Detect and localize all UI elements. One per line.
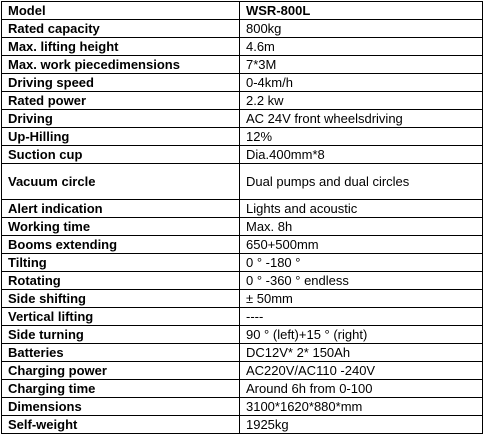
table-row: [2, 200, 483, 218]
table-row: [2, 74, 483, 92]
spec-label: Batteries: [2, 344, 240, 362]
spec-label: Rated capacity: [2, 20, 240, 38]
spec-label: Up-Hilling: [2, 128, 240, 146]
spec-value: 4.6m: [239, 38, 482, 56]
spec-label: Side turning: [2, 326, 240, 344]
spec-value: Max. 8h: [239, 218, 482, 236]
table-row: [2, 236, 483, 254]
spec-label: Working time: [2, 218, 240, 236]
spec-label: Max. lifting height: [2, 38, 240, 56]
table-row: [2, 398, 483, 416]
spec-value: 1925kg: [239, 416, 482, 434]
spec-value: Around 6h from 0-100: [239, 380, 482, 398]
spec-label: Charging power: [2, 362, 240, 380]
spec-value: 0 ° -360 ° endless: [239, 272, 482, 290]
spec-label: Vacuum circle: [2, 164, 240, 200]
spec-value: ----: [239, 308, 482, 326]
spec-value: Lights and acoustic: [239, 200, 482, 218]
spec-value: 650+500mm: [239, 236, 482, 254]
spec-label: Booms extending: [2, 236, 240, 254]
table-row: [2, 362, 483, 380]
spec-value: 3100*1620*880*mm: [239, 398, 482, 416]
table-row: [2, 128, 483, 146]
spec-value: AC 24V front wheelsdriving: [239, 110, 482, 128]
header-key-cell: Model: [2, 2, 240, 20]
table-row: [2, 92, 483, 110]
spec-label: Driving: [2, 110, 240, 128]
spec-value: Dual pumps and dual circles: [239, 164, 482, 200]
spec-label: Rotating: [2, 272, 240, 290]
spec-label: Max. work piecedimensions: [2, 56, 240, 74]
table-row: [2, 38, 483, 56]
table-row: [2, 56, 483, 74]
spec-value: Dia.400mm*8: [239, 146, 482, 164]
spec-value: DC12V* 2* 150Ah: [239, 344, 482, 362]
spec-label: Self-weight: [2, 416, 240, 434]
spec-label: Driving speed: [2, 74, 240, 92]
table-row: [2, 146, 483, 164]
spec-label: Vertical lifting: [2, 308, 240, 326]
table-row: [2, 218, 483, 236]
table-row: [2, 254, 483, 272]
table-row: [2, 290, 483, 308]
spec-value: 2.2 kw: [239, 92, 482, 110]
table-row: [2, 416, 483, 434]
spec-value: AC220V/AC110 -240V: [239, 362, 482, 380]
spec-value: ± 50mm: [239, 290, 482, 308]
table-row: [2, 344, 483, 362]
spec-label: Tilting: [2, 254, 240, 272]
spec-table: [1, 1, 483, 434]
spec-label: Dimensions: [2, 398, 240, 416]
spec-value: 0 ° -180 °: [239, 254, 482, 272]
table-row: [2, 164, 483, 200]
table-row: [2, 326, 483, 344]
table-row: [2, 110, 483, 128]
table-row: [2, 308, 483, 326]
spec-label: Alert indication: [2, 200, 240, 218]
spec-value: 0-4km/h: [239, 74, 482, 92]
table-row: [2, 380, 483, 398]
spec-label: Rated power: [2, 92, 240, 110]
spec-value: 7*3M: [239, 56, 482, 74]
table-header-row: [2, 2, 483, 20]
spec-label: Suction cup: [2, 146, 240, 164]
spec-value: 800kg: [239, 20, 482, 38]
table-row: [2, 20, 483, 38]
spec-value: 90 ° (left)+15 ° (right): [239, 326, 482, 344]
spec-label: Side shifting: [2, 290, 240, 308]
table-row: [2, 272, 483, 290]
spec-value: 12%: [239, 128, 482, 146]
header-value-cell: WSR-800L: [239, 2, 482, 20]
spec-label: Charging time: [2, 380, 240, 398]
